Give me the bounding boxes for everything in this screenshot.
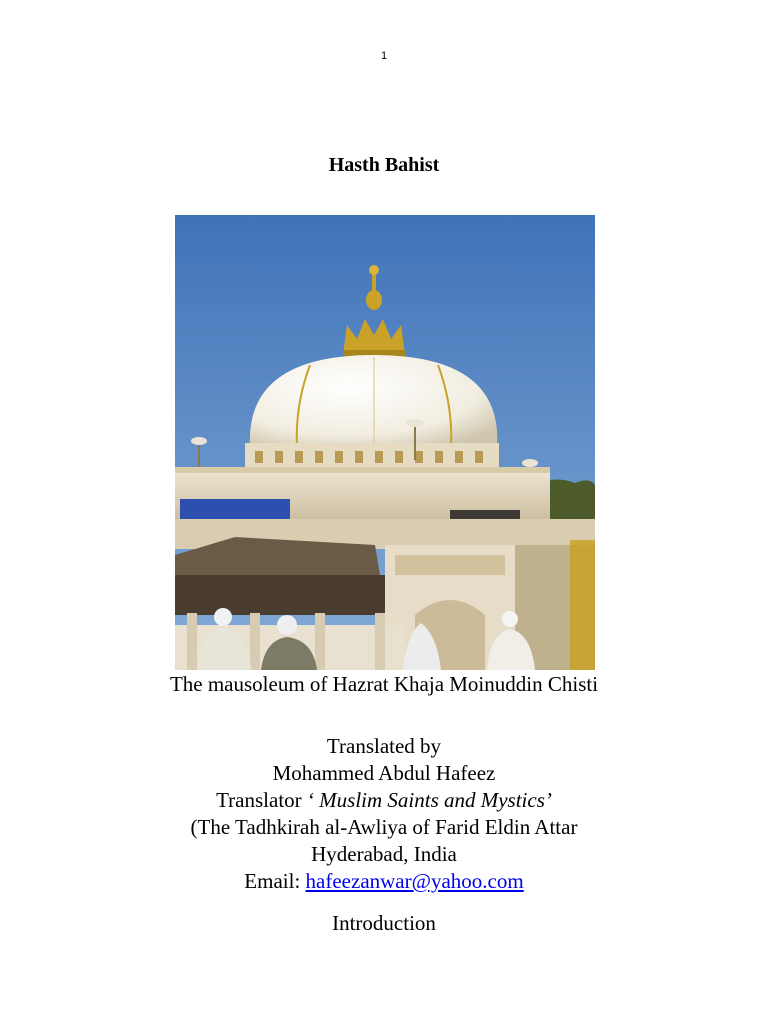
page-number: 1: [380, 50, 388, 62]
credits-translated-by: Translated by: [326, 734, 442, 758]
email-label: Email:: [244, 869, 306, 893]
credits-block: [0, 733, 768, 895]
credits-translator-name: Mohammed Abdul Hafeez: [272, 761, 496, 785]
email-link[interactable]: hafeezanwar@yahoo.com: [305, 869, 524, 893]
credits-source-work: (The Tadhkirah al-Awliya of Farid Eldin Attar: [190, 815, 578, 839]
credits-email-line: [0, 868, 768, 895]
section-heading: Introduction: [332, 911, 436, 935]
document-title: Hasth Bahist: [328, 154, 440, 176]
credits-location: Hyderabad, India: [311, 842, 457, 866]
credits-work-title: ‘ Muslim Saints and Mystics’: [306, 788, 552, 812]
credits-translator-label: Translator: [216, 788, 307, 812]
mausoleum-photo: [175, 215, 595, 670]
photo-caption: The mausoleum of Hazrat Khaja Moinuddin Chisti: [169, 672, 599, 696]
credits-translator-work-line: [0, 787, 768, 814]
